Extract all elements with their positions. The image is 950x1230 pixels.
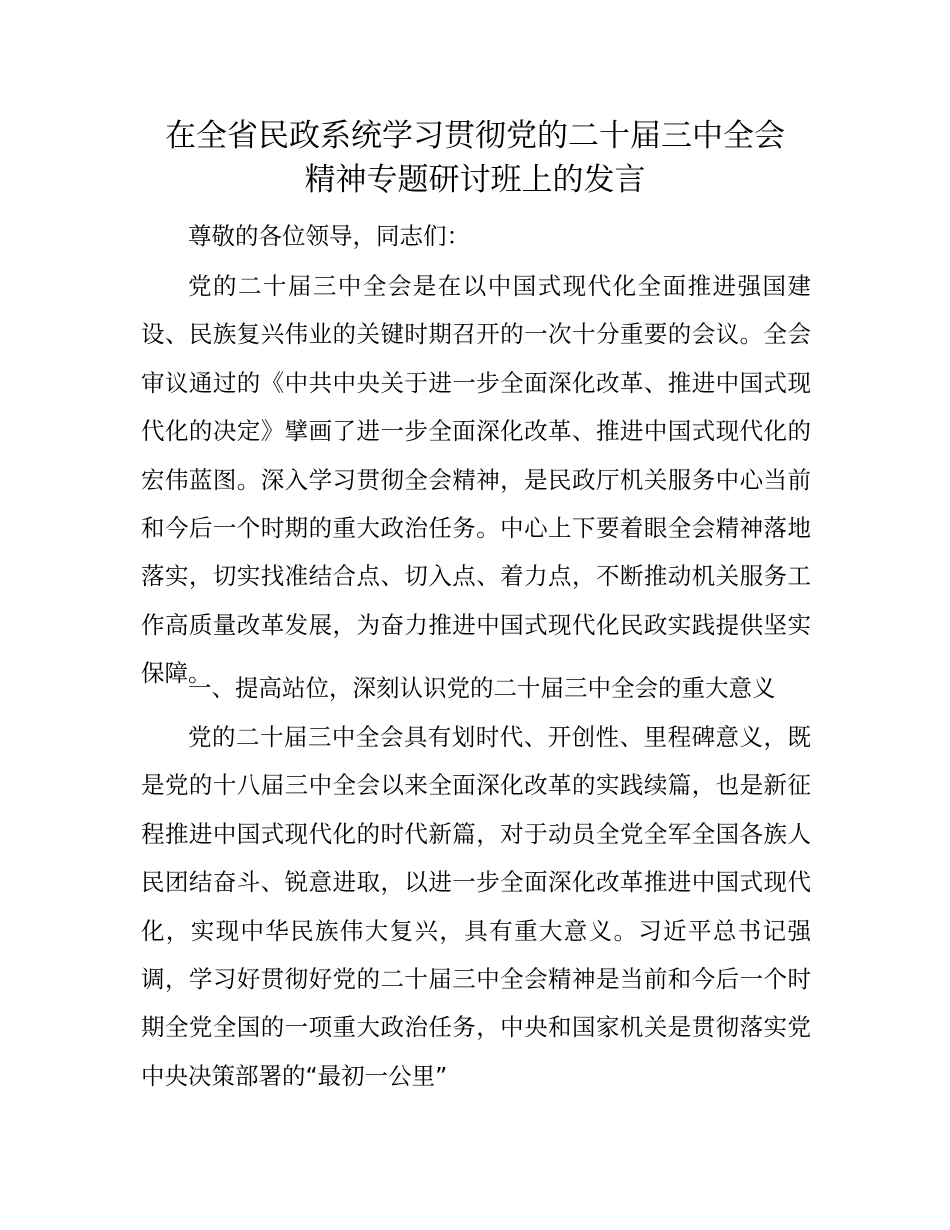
document-title-line-2: 精神专题研讨班上的发言 bbox=[304, 162, 646, 198]
greeting: 尊敬的各位领导，同志们： bbox=[188, 222, 470, 250]
section-heading-1: 一、提高站位，深刻认识党的二十届三中全会的重大意义 bbox=[188, 674, 776, 702]
paragraph-intro: 党的二十届三中全会是在以中国式现代化全面推进强国建设、民族复兴伟业的关键时期召开的一次十分重要的会议。全会审议通过的《中共中央关于进一步全面深化改革、推进中国式现代化的决定》擘画了进一步全面深化改革、推进中国式现代化的宏伟蓝图。深入学习贯彻全会精神，是民政厅机关服务中心当前和今后一个时期的重大政治任务。中心上下要着眼全会精神落地落实，切实找准结合点、切入点、着力点，不断推动机关服务工作高质量改革发展，为奋力推进中国式现代化民政实践提供坚实保障。 bbox=[141, 272, 811, 688]
document-title-line-1: 在全省民政系统学习贯彻党的二十届三中全会 bbox=[165, 118, 785, 154]
paragraph-section-1: 党的二十届三中全会具有划时代、开创性、里程碑意义，既是党的十八届三中全会以来全面深化改革的实践续篇，也是新征程推进中国式现代化的时代新篇，对于动员全党全军全国各族人民团结奋斗、锐意进取，以进一步全面深化改革推进中国式现代化，实现中华民族伟大复兴，具有重大意义。习近平总书记强调，学习好贯彻好党的二十届三中全会精神是当前和今后一个时期全党全国的一项重大政治任务，中央和国家机关是贯彻落实党中央决策部署的“最初一公里” bbox=[141, 723, 811, 1090]
